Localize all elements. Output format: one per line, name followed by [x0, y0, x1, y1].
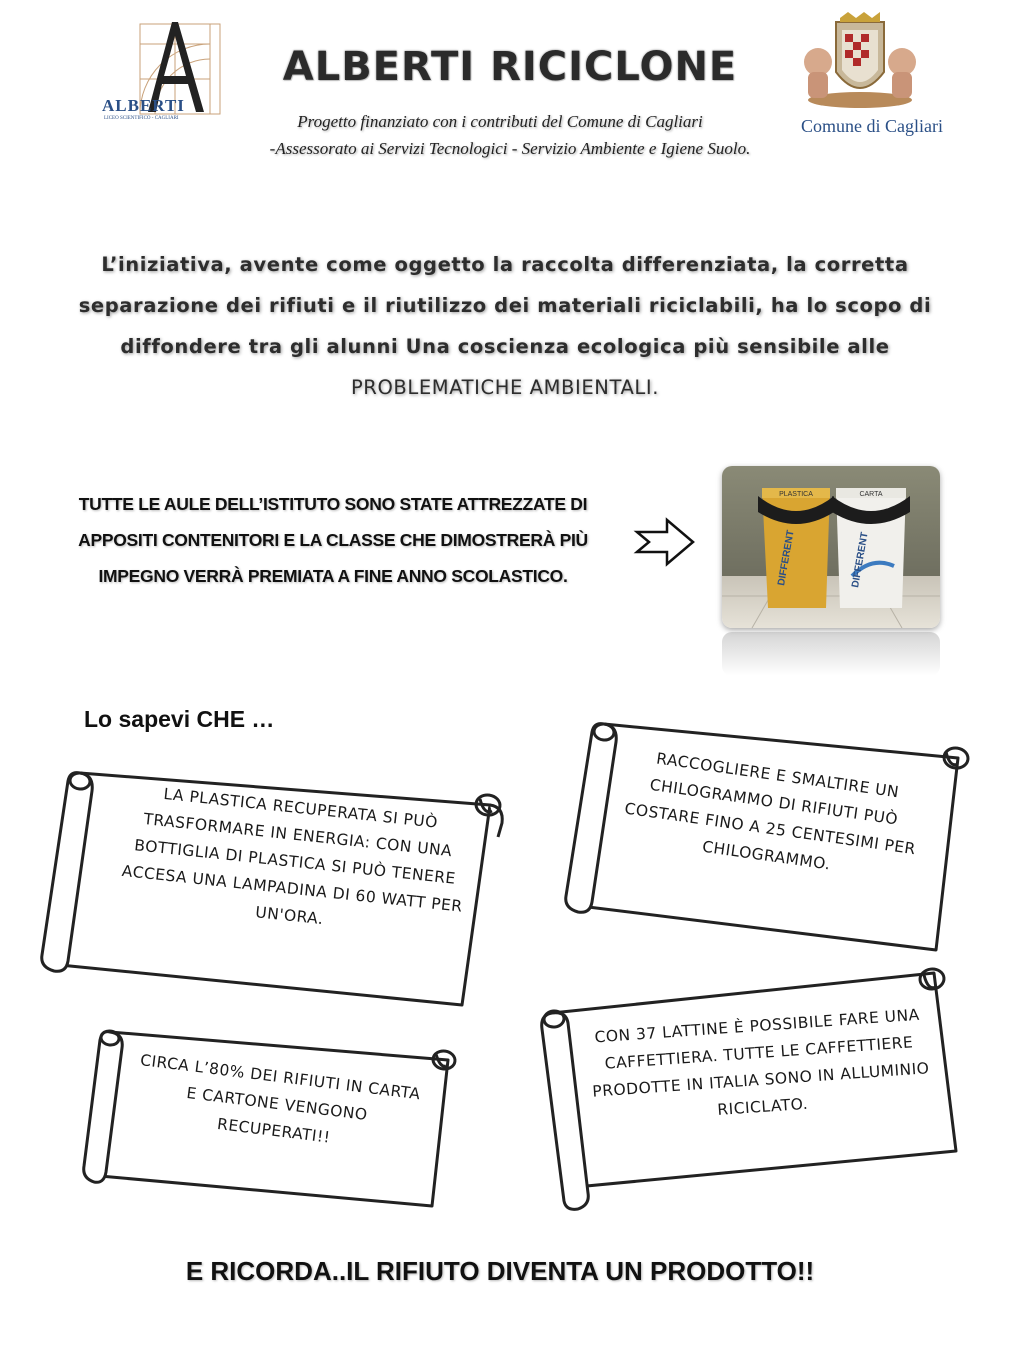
bin-right-label: CARTA: [859, 491, 883, 498]
alberti-logo: [100, 14, 230, 124]
fact-text-paper: CIRCA L’80% DEI RIFIUTI IN CARTA E CARTONE VENGONO RECUPERATI!!: [139, 1051, 422, 1147]
fact-scroll-cans: [538, 965, 958, 1210]
subtitle-line2: -Assessorato ai Servizi Tecnologici - Servizio Ambiente e Igiene Suolo.: [269, 139, 751, 158]
fact-scroll-cost: [562, 718, 972, 953]
subtitle-line1: Progetto finanziato con i contributi del Comune di Cagliari: [297, 112, 703, 131]
comune-crest: [800, 12, 920, 112]
page-title: ALBERTI RICICLONE: [282, 44, 738, 90]
intro-paragraph: [70, 244, 940, 408]
fact-scroll-paper: [82, 1026, 460, 1208]
closing-statement: E RICORDA..IL RIFIUTO DIVENTA UN PRODOTTO!!: [185, 1256, 815, 1286]
alberti-logo-text: ALBERTI: [102, 96, 185, 115]
aule-paragraph: TUTTE LE AULE DELL’ISTITUTO SONO STATE ATTREZZATE DI APPOSITI CONTENITORI E LA CLASSE CHE DIMOSTRERÀ PIÙ IMPEGNO VERRÀ PREMIATA A FINE ANNO SCOLASTICO.: [78, 494, 588, 586]
fact-text-cans: CON 37 LATTINE È POSSIBILE FARE UNA CAFFETTIERA. TUTTE LE CAFFETTIERE PRODOTTE IN ITALIA SONO IN ALLUMINIO RICICLATO.: [591, 1005, 930, 1120]
bin-left-label: PLASTICA: [779, 491, 813, 498]
fact-scroll-plastic: [40, 765, 510, 1010]
photo-reflection: [722, 632, 940, 676]
intro-text: L’iniziativa, avente come oggetto la raccolta differenziata, la corretta separazione dei rifiuti e il riutilizzo dei materiali riciclabili, ha lo scopo di diffondere tra gli alunni Una coscienza ecologica più sensibile alle: [78, 253, 932, 358]
facts-heading: Lo sapevi CHE …: [84, 706, 275, 732]
right-arrow-icon: [633, 516, 697, 568]
fact-text-plastic: LA PLASTICA RECUPERATA SI PUÒ TRASFORMARE IN ENERGIA: CON UNA BOTTIGLIA DI PLASTICA SI PUÒ TENERE ACCESA UNA LAMPADINA DI 60 WATT PER UN'ORA.: [121, 784, 464, 929]
fact-text-cost: RACCOGLIERE E SMALTIRE UN CHILOGRAMMO DI RIFIUTI PUÒ COSTARE FINO A 25 CENTESIMI PER CHILOGRAMMO.: [623, 749, 917, 874]
alberti-logo-subtext: LICEO SCIENTIFICO - CAGLIARI: [104, 116, 179, 121]
bin-right-brand: DIFFERENT: [850, 531, 871, 589]
bin-left-brand: DIFFERENT: [776, 529, 797, 587]
comune-label: Comune di Cagliari: [801, 116, 943, 136]
intro-emphasis: PROBLEMATICHE AMBIENTALI.: [350, 376, 660, 399]
crest-emblem-icon: [800, 12, 920, 112]
recycling-bins-photo: [722, 466, 940, 628]
